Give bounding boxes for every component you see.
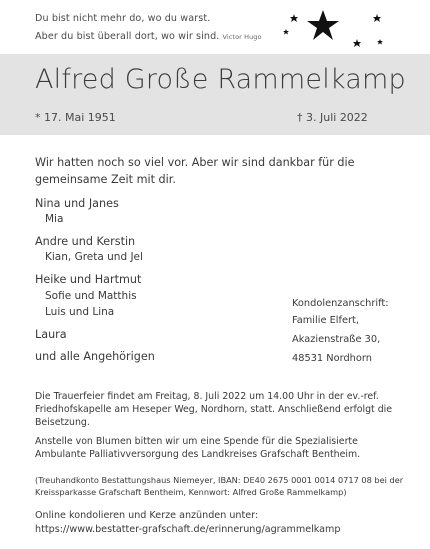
condolence-line-1: Familie Elfert, [292, 315, 359, 326]
quote-line-2 [35, 31, 262, 42]
death-date: † 3. Juli 2022 [297, 111, 368, 124]
family-member-1: Nina und Janes [35, 197, 119, 210]
online-link[interactable]: https://www.bestatter-grafschaft.de/erinnerung/agrammelkamp [35, 524, 341, 535]
star-icon [290, 14, 298, 22]
donation-info: Anstelle von Blumen bitten wir um eine Spende für die Spezialisierte Ambulante Palliativversorgung des Landkreises Grafschaft Bentheim. [35, 436, 361, 460]
family-member-2: Andre und Kerstin [35, 235, 136, 248]
family-member-3: Heike und Hartmut [35, 273, 142, 286]
intro-text: Wir hatten noch so viel vor. Aber wir sind dankbar für die gemeinsame Zeit mit dir. [35, 156, 355, 186]
star-icon [373, 14, 381, 22]
stars-decoration [280, 6, 390, 48]
star-icon [377, 39, 383, 45]
quote-author: Victor Hugo [222, 33, 262, 41]
star-icon [353, 39, 361, 47]
condolence-label: Kondolenzanschrift: [292, 298, 389, 309]
quote-text: Aber du bist überall dort, wo wir sind. [35, 31, 220, 42]
family-member-3-children-1: Sofie und Matthis [45, 290, 137, 302]
online-label: Online kondolieren und Kerze anzünden unter: [35, 510, 259, 521]
star-icon [283, 29, 289, 35]
birth-date: * 17. Mai 1951 [35, 111, 116, 124]
condolence-line-2: Akazienstraße 30, [292, 334, 381, 345]
bank-info: (Treuhandkonto Bestattungshaus Niemeyer, IBAN: DE40 2675 0001 0014 0717 08 bei der Kreissparkasse Grafschaft Bentheim, Kennwort: Alfred Große Rammelkamp) [35, 475, 404, 497]
family-member-3-children-2: Luis und Lina [45, 306, 115, 318]
star-icon-large [307, 10, 339, 40]
family-member-2-children: Kian, Greta und Jel [45, 251, 143, 263]
condolence-line-3: 48531 Nordhorn [292, 353, 372, 364]
family-relatives: und alle Angehörigen [35, 350, 155, 363]
online-condolence [35, 509, 340, 537]
quote-line-1: Du bist nicht mehr do, wo du warst. [35, 13, 211, 24]
family-member-4: Laura [35, 328, 67, 341]
deceased-name: Alfred Große Rammelkamp [35, 64, 406, 95]
family-member-1-children: Mia [45, 213, 64, 225]
funeral-info: Die Trauerfeier findet am Freitag, 8. Juli 2022 um 14.00 Uhr in der ev.-ref. Friedhofskapelle am Heseper Weg, Nordhorn, statt. Anschließend erfolgt die Beisetzung. [35, 391, 393, 428]
